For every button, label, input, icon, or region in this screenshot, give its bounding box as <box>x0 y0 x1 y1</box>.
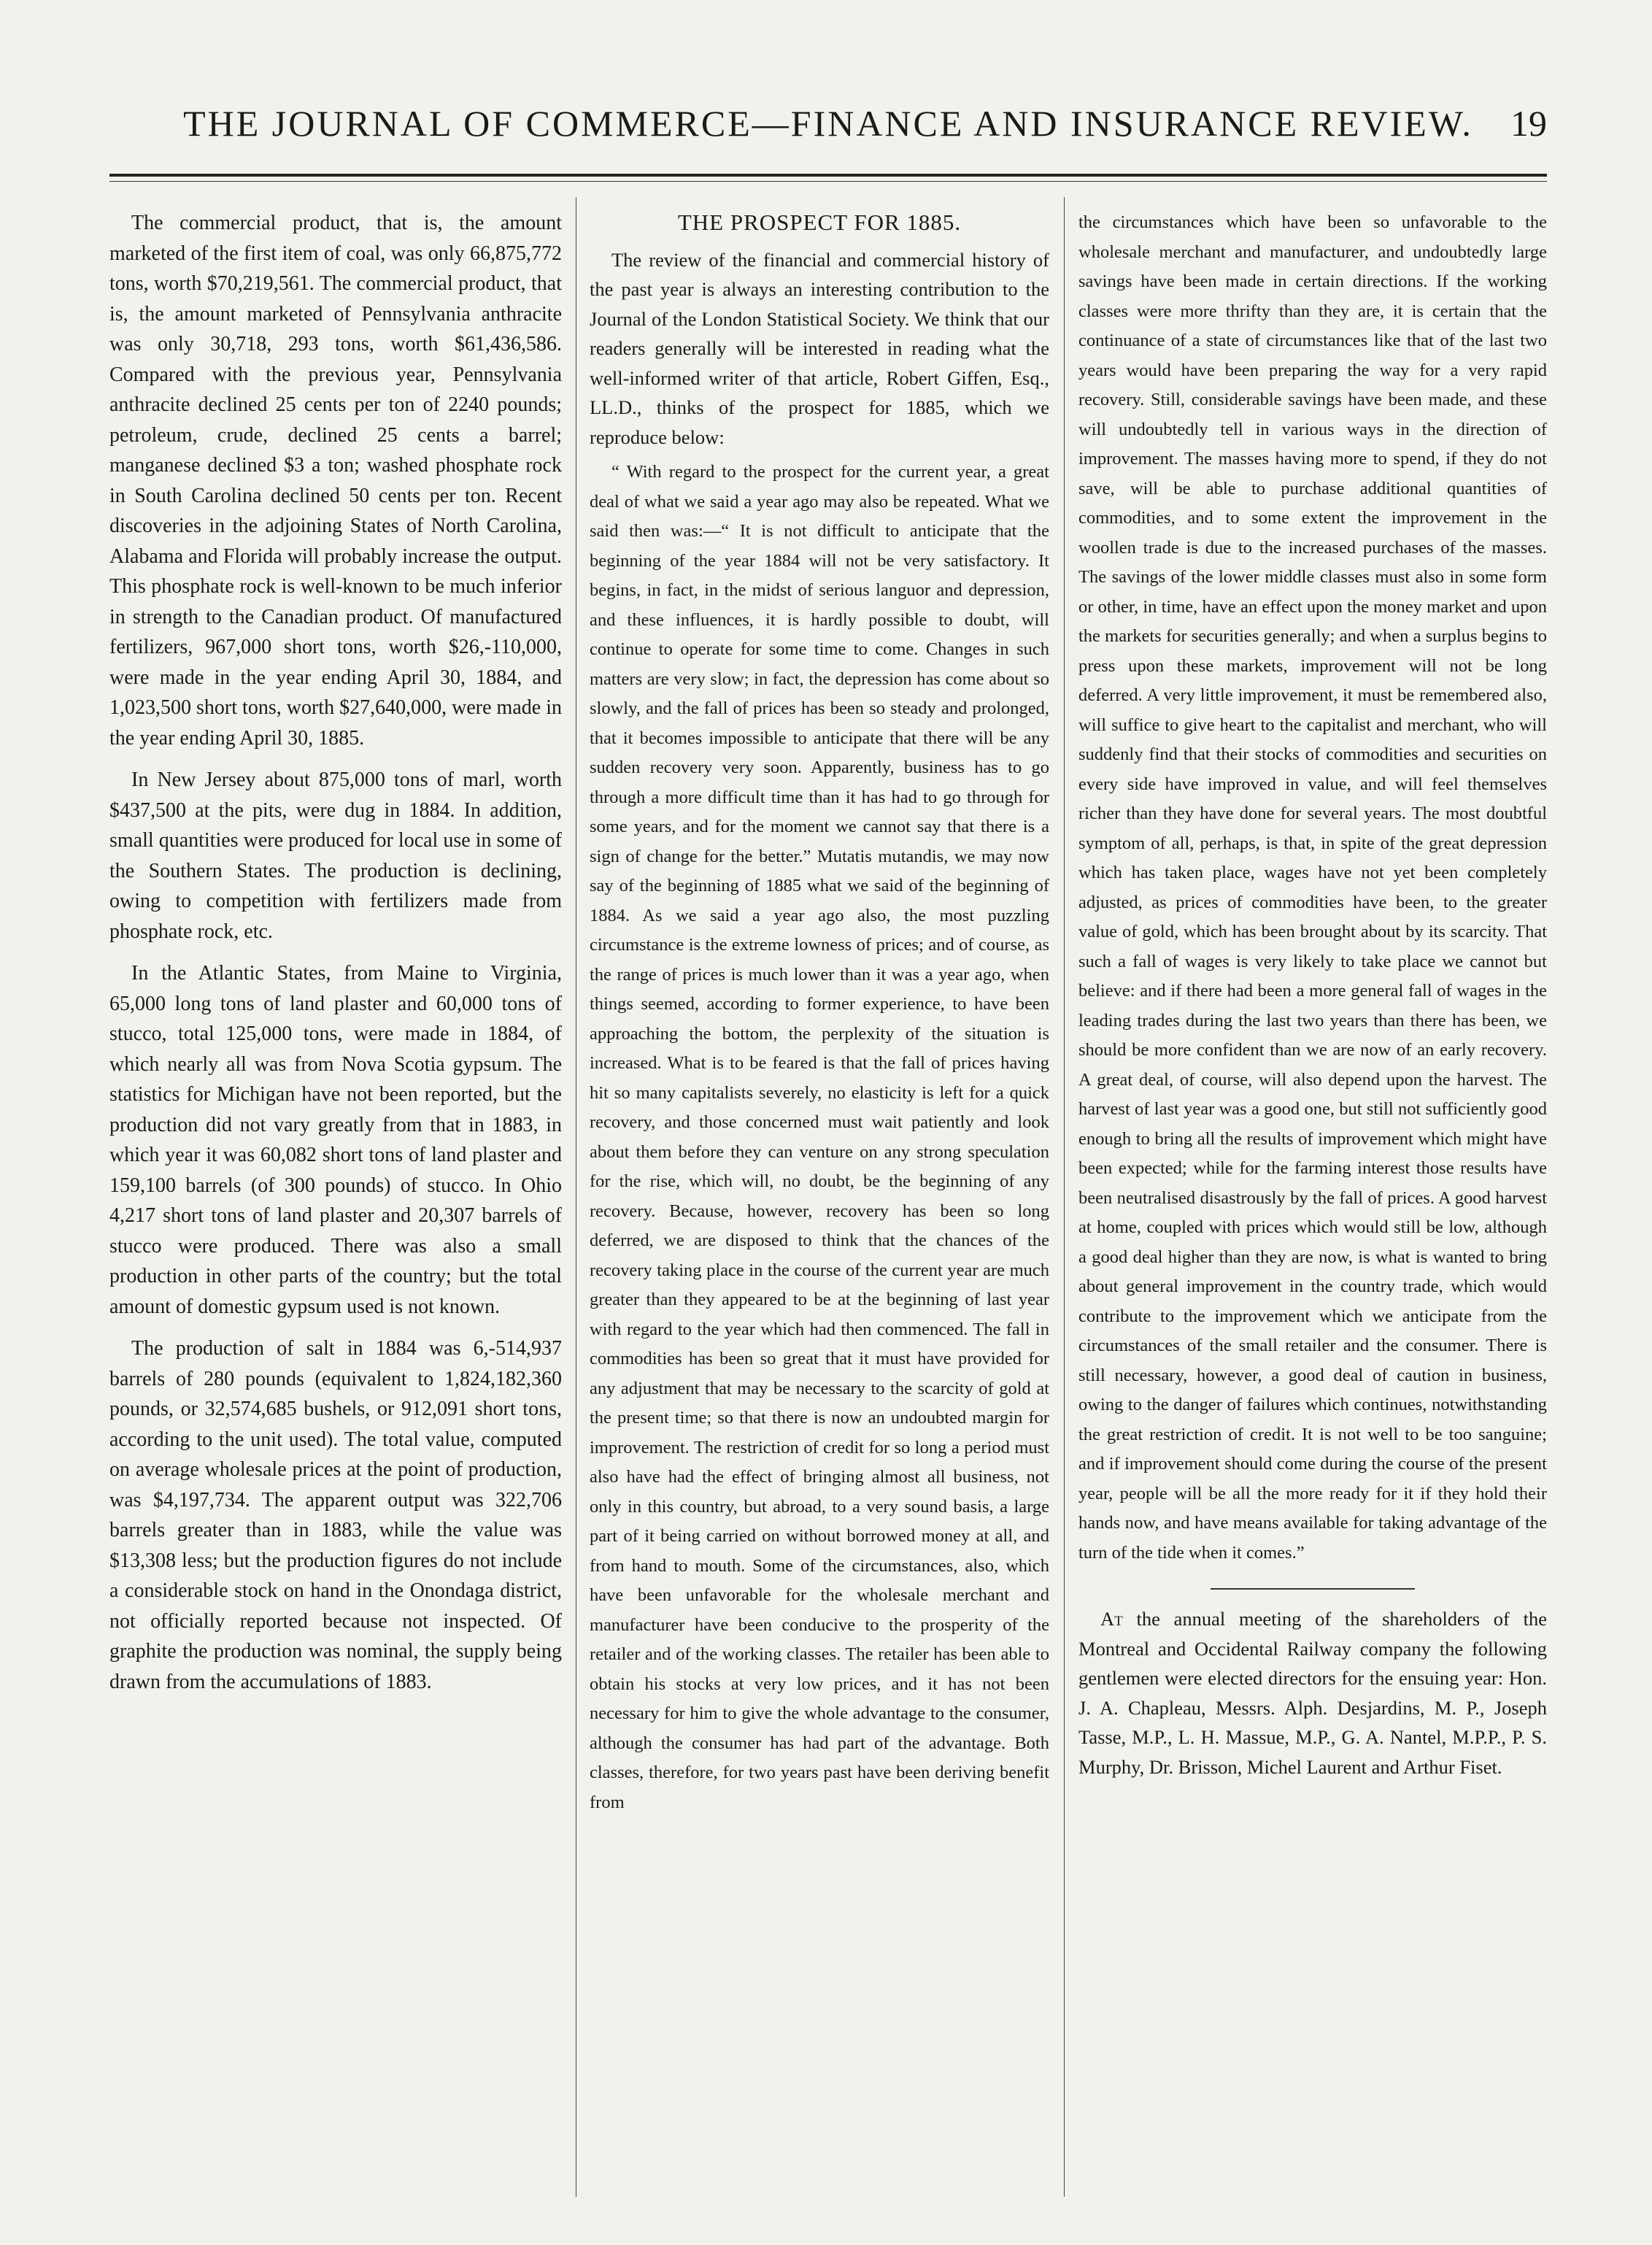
paragraph-new-jersey-marl: In New Jersey about 875,000 tons of marl, worth $437,500 at the pits, were dug in 1884. In addition, small quantities were produced for local use in some of the Southern States. The production is declining, owing to competition with fertilizers made from phosphate rock, etc. <box>109 769 562 943</box>
notice-lead: At <box>1100 1608 1123 1630</box>
column-1 <box>109 208 562 1709</box>
article-heading: THE PROSPECT FOR 1885. <box>677 209 962 235</box>
header-rule <box>109 174 1547 177</box>
quoted-review-part-2: the circumstances which have been so unfavorable to the wholesale merchant and manufacturer, and undoubtedly large savings have been made in certain directions. If the working classes were more thrifty than they are, it is certain that the continuance of a state of circumstances like that of the last two years would have been preparing the way for a very rapid recovery. Still, considerable savings have been made, and these will undoubtedly tell in various ways in the direction of improvement. The masses having more to spend, if they do not save, will be able to purchase additional quantities of commodities, and to some extent the improvement in the woollen trade is due to the increased purchases of the masses. The savings of the lower middle classes must also in some form or other, in time, have an effect upon the money market and upon the markets for securities generally; and when a surplus begins to press upon these markets, improvement will not be long deferred. A very little improvement, it must be remembered also, will suffice to give heart to the capitalist and merchant, who will suddenly find that their stocks of commodities and securities on every side have improved in value, and will feel themselves richer than they have done for several years. The most doubtful symptom of all, perhaps, is that, in spite of the great depression which has taken place, wages have not yet been completely adjusted, as prices of commodities have been, to the greater value of gold, which has been brought about by its scarcity. That such a fall of wages is very likely to take place we cannot but believe: and if there had been a more general fall of wages in the leading trades during the last two years than there has been, we should be more confident than we are now of an early recovery. A great deal, of course, will also depend upon the harvest. The harvest of last year was a good one, but still not sufficiently good enough to bring all the results of improvement which might have been expected; while for the farming interest those results have been neutralised disastrously by the fall of prices. A good harvest at home, coupled with prices which would still be low, although a good deal higher than they are now, is what is wanted to bring about general improvement in the country trade, which would contribute to the improvement which we anticipate from the circumstances of the small retailer and the consumer. There is still necessary, however, a good deal of caution in business, owing to the danger of failures which continues, notwithstanding the great restriction of credit. It is not well to be too sanguine; and if improvement should come during the course of the present year, people will be all the more ready for it if they hold their hands now, and have means available for taking advantage of the turn of the tide when it comes.” <box>1078 212 1547 1563</box>
column-2 <box>590 208 1049 1823</box>
railway-directors-notice <box>1078 1604 1547 1782</box>
paragraph-atlantic-gypsum: In the Atlantic States, from Maine to Virginia, 65,000 long tons of land plaster and 60,000 tons of stucco, total 125,000 tons, were made in 1884, of which nearly all was from Nova Scotia gypsum. The statistics for Michigan have not been reported, but the production did not vary greatly from that in 1883, in which year it was 60,082 short tons of land plaster and 159,100 barrels (of 300 pounds) of stucco. In Ohio 4,217 short tons of land plaster and 20,307 barrels of stucco were produced. There was also a small production in other parts of the country; but the total amount of domestic gypsum used is not known. <box>109 962 562 1318</box>
notice-body: the annual meeting of the shareholders of the Montreal and Occidental Railway company the following gentlemen were elected directors for the ensuing year: Hon. J. A. Chapleau, Messrs. Alph. Desjardins, M. P., Joseph Tasse, M.P., L. H. Massue, M.P., G. A. Nantel, M.P.P., P. S. Murphy, Dr. Brisson, Michel Laurent and Arthur Fiset. <box>1078 1608 1548 1778</box>
header-rule-thin <box>109 181 1547 182</box>
column-3 <box>1078 208 1547 1787</box>
quoted-review-part-1: “ With regard to the prospect for the current year, a great deal of what we said a year ago may also be repeated. What we said then was:—“ It is not difficult to anticipate that the beginning of the year 1884 will not be very satisfactory. It begins, in fact, in the midst of serious languor and depression, and these influences, it is hardly possible to doubt, will continue to operate for some time to come. Changes in such matters are very slow; in fact, the depression has come about so slowly, and the fall of prices has been so steady and prolonged, that it becomes impossible to anticipate that there will be any sudden recovery very soon. Apparently, business has to go through a more difficult time than it has had to go through for some years, and for the moment we cannot say that there is a sign of change for the better.” Mutatis mutandis, we may now say of the beginning of 1885 what we said of the beginning of 1884. As we said a year ago also, the most puzzling circumstance is the extreme lowness of prices; and of course, as the range of prices is much lower than it was a year ago, when things seemed, according to former experience, to have been approaching the bottom, the perplexity of the situation is increased. What is to be feared is that the fall of prices having hit so many capitalists severely, no elasticity is left for a quick recovery, and those concerned must wait patiently and look about them before they can venture on any strong speculation for the rise, which will, no doubt, be the beginning of any recovery. Because, however, recovery has been so long deferred, we are disposed to think that the chances of the recovery taking place in the course of the current year are much greater than they appeared to be at the beginning of last year with regard to the year which had then commenced. The fall in commodities has been so great that it must have provided for any adjustment that may be necessary to the scarcity of gold at the present time; so that there is now an undoubted margin for improvement. The restriction of credit for so long a period must also have had the effect of bringing almost all business, not only in this country, but abroad, to a very sound basis, a large part of it being carried on without borrowed money at all, and from hand to mouth. Some of the circumstances, also, which have been unfavorable for the wholesale merchant and manufacturer have been conducive to the prosperity of the retailer and of the working classes. The retailer has been able to obtain his stocks at very low prices, and it has not been necessary for him to give the whole advantage to the consumer, although the consumer has had part of the advantage. Both classes, therefore, for two years past have been deriving benefit from <box>590 462 1049 1812</box>
paragraph-salt-production: The production of salt in 1884 was 6,-514,937 barrels of 280 pounds (equivalent to 1,824,182,360 pounds, or 32,574,685 bushels, or 912,091 short tons, according to the unit used). The total value, computed on average wholesale prices at the point of production, was $4,197,734. The apparent output was 322,706 barrels greater than in 1883, while the value was $13,308 less; but the production figures do not include a considerable stock on hand in the Onondaga district, not officially reported because not inspected. Of graphite the production was nominal, the supply being drawn from the accumulations of 1883. <box>109 1337 562 1693</box>
paragraph-introduction: The review of the financial and commercial history of the past year is always an interesting contribution to the Journal of the London Statistical Society. We think that our readers generally will be interested in reading what the well-informed writer of that article, Robert Giffen, Esq., LL.D., thinks of the prospect for 1885, which we reproduce below: <box>590 248 1049 448</box>
page-number: 19 <box>1510 103 1547 144</box>
section-separator <box>1211 1588 1415 1590</box>
column-divider-2 <box>1064 197 1065 2197</box>
page-header <box>109 102 1547 161</box>
paragraph-coal-output: The commercial product, that is, the amount marketed of the first item of coal, was only 66,875,772 tons, worth $70,219,561. The commercial product, that is, the amount marketed of Pennsylvania anthracite was only 30,718, 293 tons, worth $61,436,586. Compared with the previous year, Pennsylvania anthracite declined 25 cents per ton of 2240 pounds; petroleum, crude, declined 25 cents a barrel; manganese declined $3 a ton; washed phosphate rock in South Carolina declined 50 cents per ton. Recent discoveries in the adjoining States of North Carolina, Alabama and Florida will probably increase the output. This phosphate rock is well-known to be much inferior in strength to the Canadian product. Of manufactured fertilizers, 967,000 short tons, worth $26,-110,000, were made in the year ending April 30, 1884, and 1,023,500 short tons, worth $27,640,000, were made in the year ending April 30, 1885. <box>109 212 562 750</box>
running-title: THE JOURNAL OF COMMERCE—FINANCE AND INSURANCE REVIEW. <box>183 103 1473 144</box>
